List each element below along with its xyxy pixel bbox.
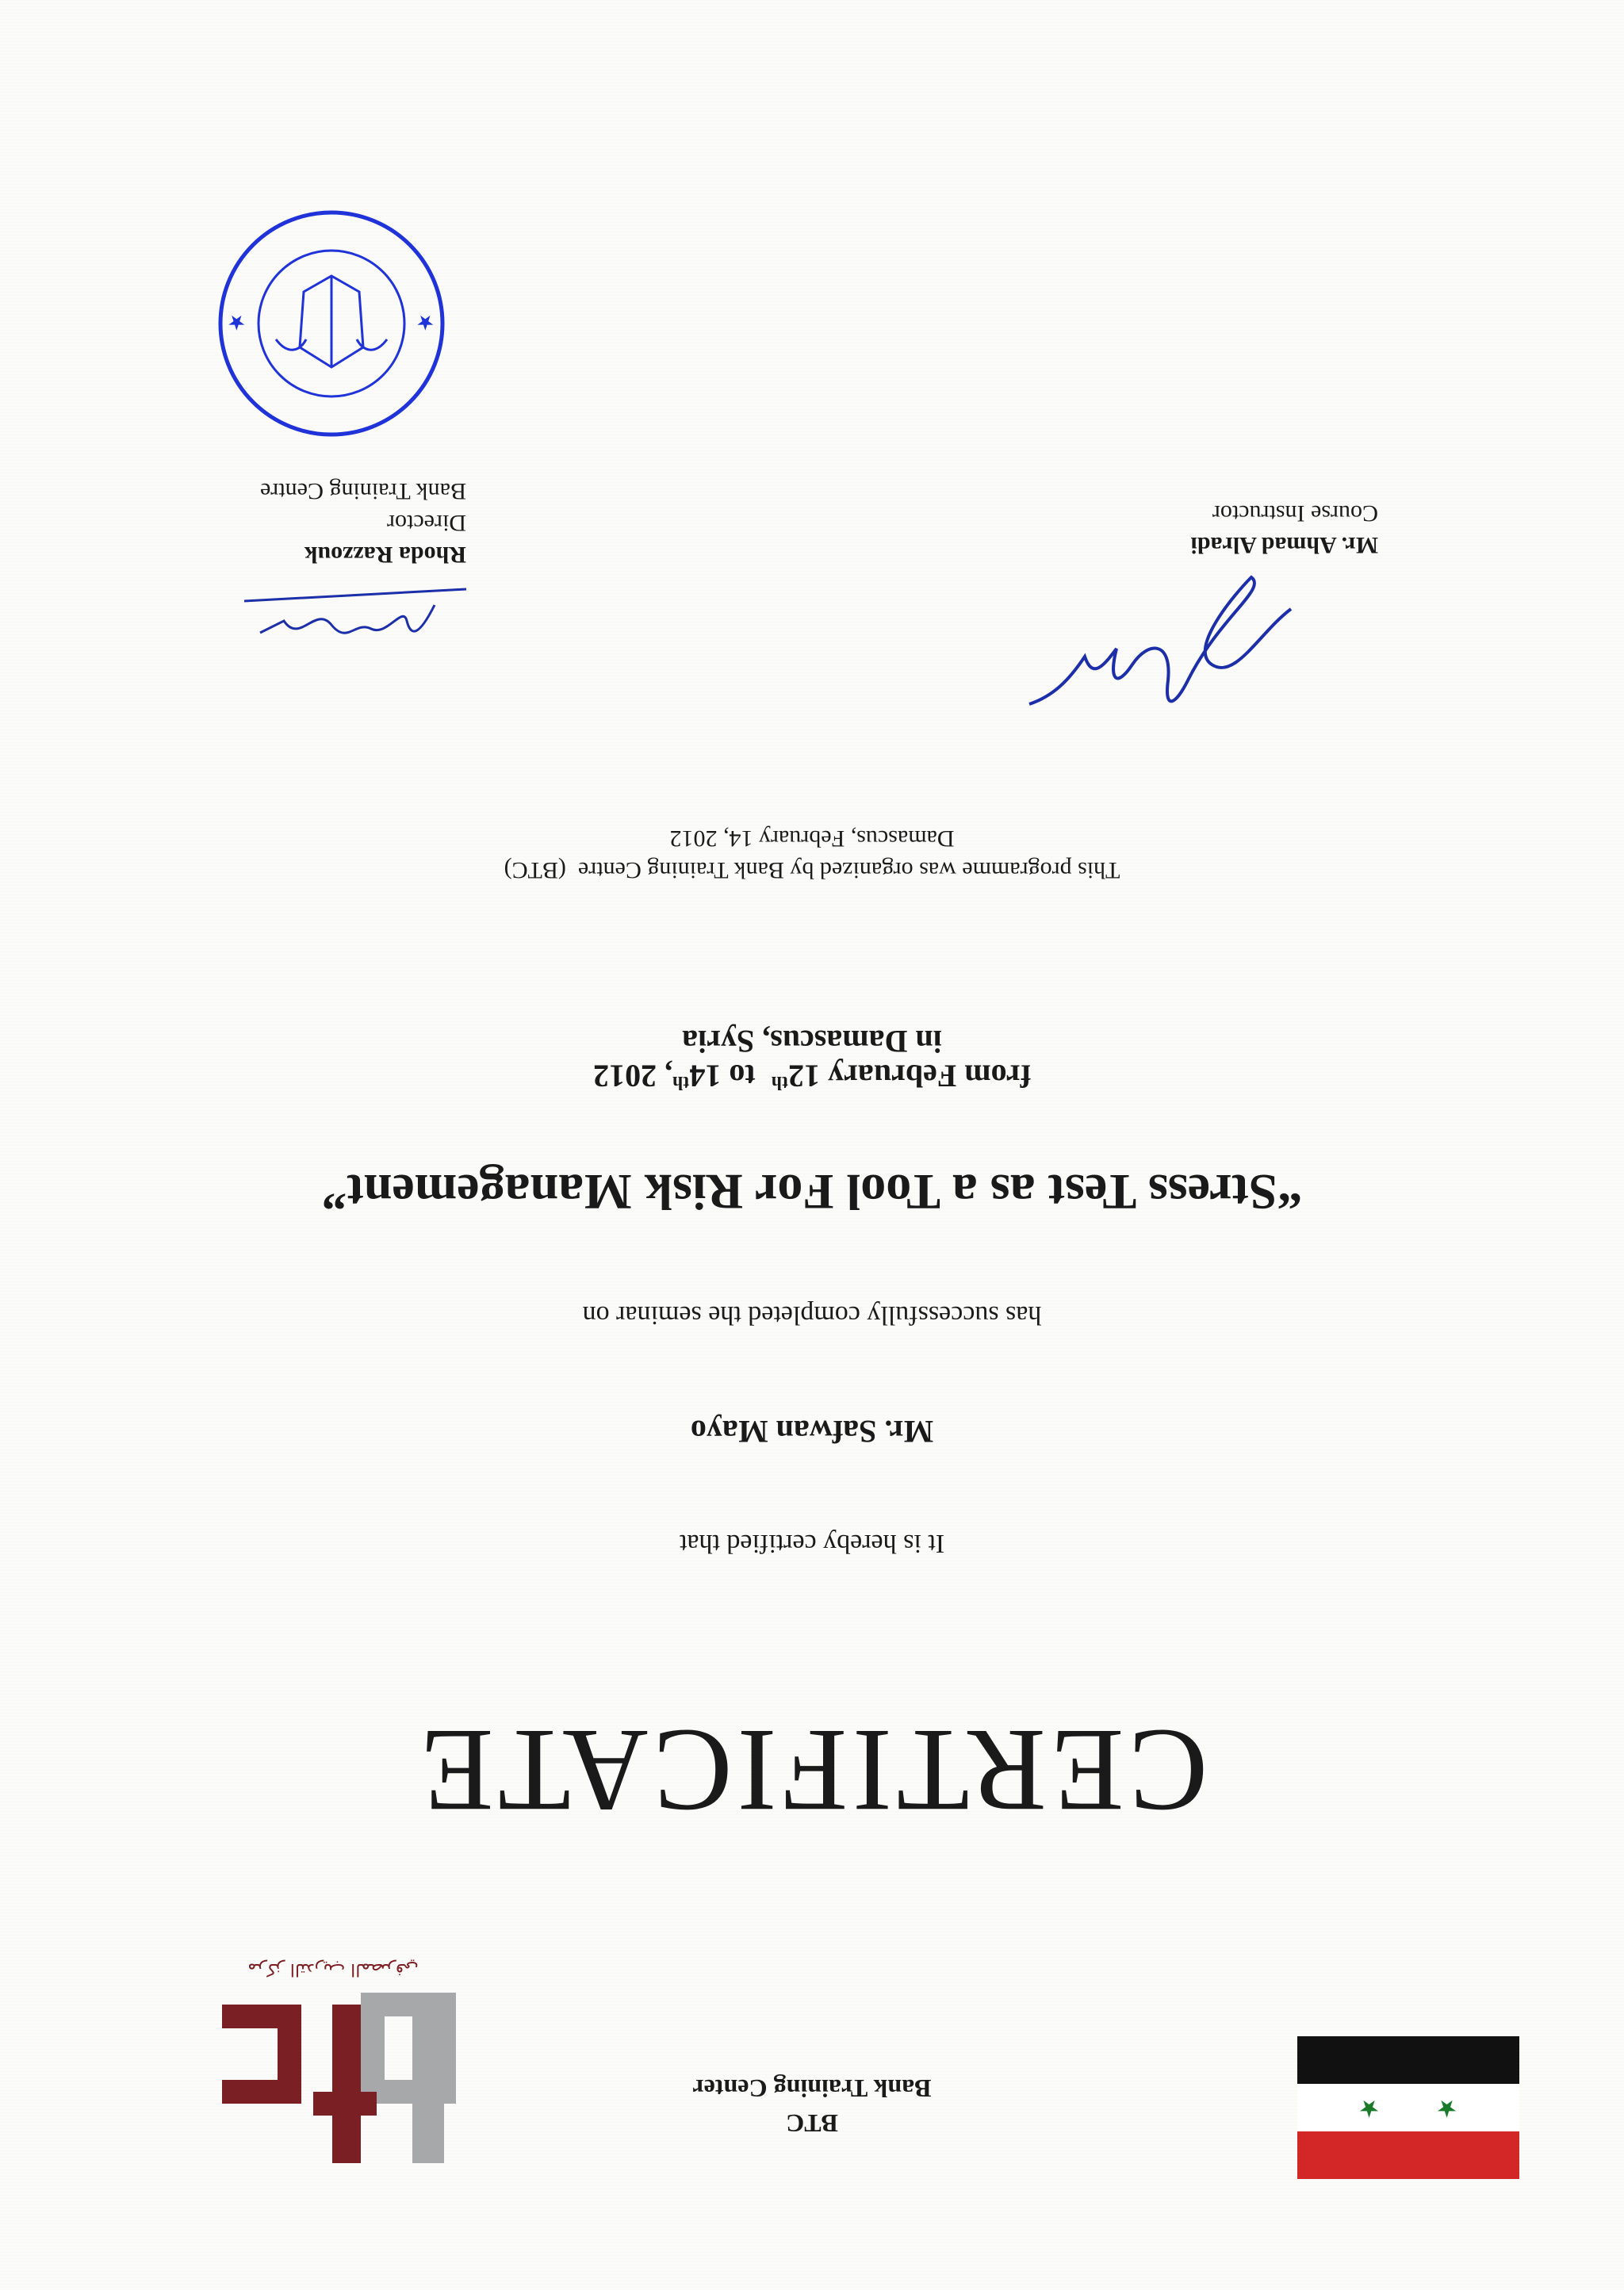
flag-star-icon: ★	[1436, 2094, 1457, 2122]
flag-star-icon: ★	[1358, 2094, 1380, 2122]
date-ordinal-1: th	[771, 1072, 789, 1093]
certificate-title: CERTIFICATE	[416, 1705, 1208, 1836]
recipient-name: Mr. Safwan Mayo	[690, 1414, 934, 1449]
flag-black-stripe	[1297, 2036, 1519, 2084]
svg-text:★: ★	[416, 310, 435, 334]
logo-arabic-caption: مركز التدريب المصرفي	[247, 1959, 419, 1979]
date-range	[0, 1056, 1624, 1102]
syrian-flag-icon	[1297, 2036, 1519, 2179]
flag-white-stripe	[1297, 2084, 1519, 2131]
intro-text: It is hereby certified that	[679, 1529, 945, 1558]
location: in Damascus, Syria	[682, 1024, 942, 1059]
director-role: Director	[387, 510, 466, 536]
svg-text:★: ★	[227, 310, 246, 334]
director-signature	[228, 573, 482, 668]
btc-logo-icon	[206, 1981, 460, 2179]
instructor-signature	[1005, 569, 1307, 728]
instructor-name: Mr. Ahmad Alradi	[1190, 532, 1378, 558]
org-subtitle: Bank Training Center	[692, 2074, 932, 2103]
director-name: Rhoda Razzouk	[304, 542, 466, 568]
date-from: from February 12	[788, 1058, 1031, 1094]
date-year: , 2012	[593, 1058, 673, 1094]
organized-place-date: Damascus, February 14, 2012	[669, 825, 955, 852]
organized-by-text: This programme was organized by Bank Training Centre (BTC)	[504, 857, 1120, 883]
instructor-role: Course Instructor	[1212, 500, 1378, 527]
course-title: “Stress Test as a Tool For Risk Management”	[321, 1164, 1303, 1220]
flag-red-stripe	[1297, 2131, 1519, 2179]
date-to: to 14	[689, 1058, 772, 1094]
completion-text: has successfully completed the seminar on	[582, 1300, 1042, 1330]
director-org: Bank Training Centre	[260, 478, 466, 504]
date-ordinal-2: th	[672, 1072, 690, 1093]
btc-logo	[206, 1981, 460, 2179]
org-title: BTC	[786, 2109, 838, 2138]
official-seal-icon	[213, 205, 450, 442]
